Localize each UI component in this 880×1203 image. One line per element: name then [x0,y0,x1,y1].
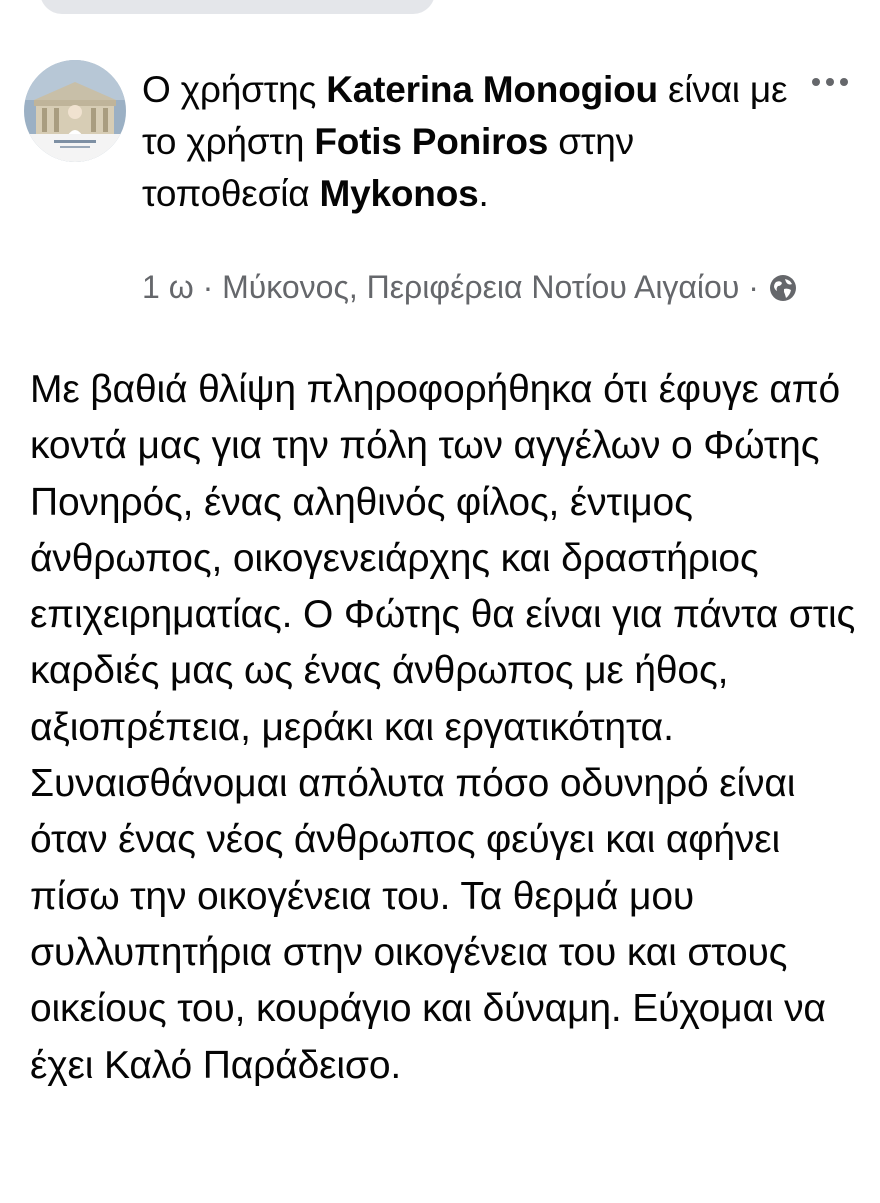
tagged-user[interactable]: Fotis Poniros [314,121,549,162]
post-body: Με βαθιά θλίψη πληροφορήθηκα ότι έφυγε από κοντά μας για την πόλη των αγγέλων ο Φώτης Πονηρός, ένας αληθινός φίλος, έντιμος άνθρωπος, οικογενειάρχης και δραστήριος επιχειρηματίας. Ο Φώτης θα είναι για πάντα στις καρδιές μας ως ένας άνθρωπος με ήθος, αξιοπρέπεια, μεράκι και εργατικότητα. Συναισθάνομαι απόλυτα πόσο οδυνηρό είναι όταν ένας νέος άνθρωπος φεύγει και αφήνει πίσω την οικογένεια του. Τα θερμά μου συλλυπητήρια στην οικογένεια του και στους οικείους του, κουράγιο και δύναμη. Εύχομαι να έχει Καλό Παράδεισο. [30,368,856,1087]
header-with-text: είναι με το χρήστη [142,69,788,162]
meta-separator-2: · [739,269,768,305]
location-link[interactable]: Mykonos [319,173,479,214]
more-options-icon [810,77,850,87]
author-name[interactable]: Katerina Monogiou [326,69,658,110]
meta-separator: · [193,269,223,305]
post-place[interactable]: Μύκονος, Περιφέρεια Νοτίου Αιγαίου [222,269,740,305]
globe-icon[interactable] [768,273,798,303]
post-timestamp[interactable]: 1 ω [142,269,194,305]
header-prefix: Ο χρήστης [142,69,327,110]
header-at-text: στην τοποθεσία [142,121,634,214]
post-meta [142,264,822,310]
more-options-button[interactable] [804,66,856,98]
post-header [142,64,802,220]
header-suffix: . [478,173,489,214]
avatar[interactable] [24,60,126,162]
avatar-image [24,60,126,162]
